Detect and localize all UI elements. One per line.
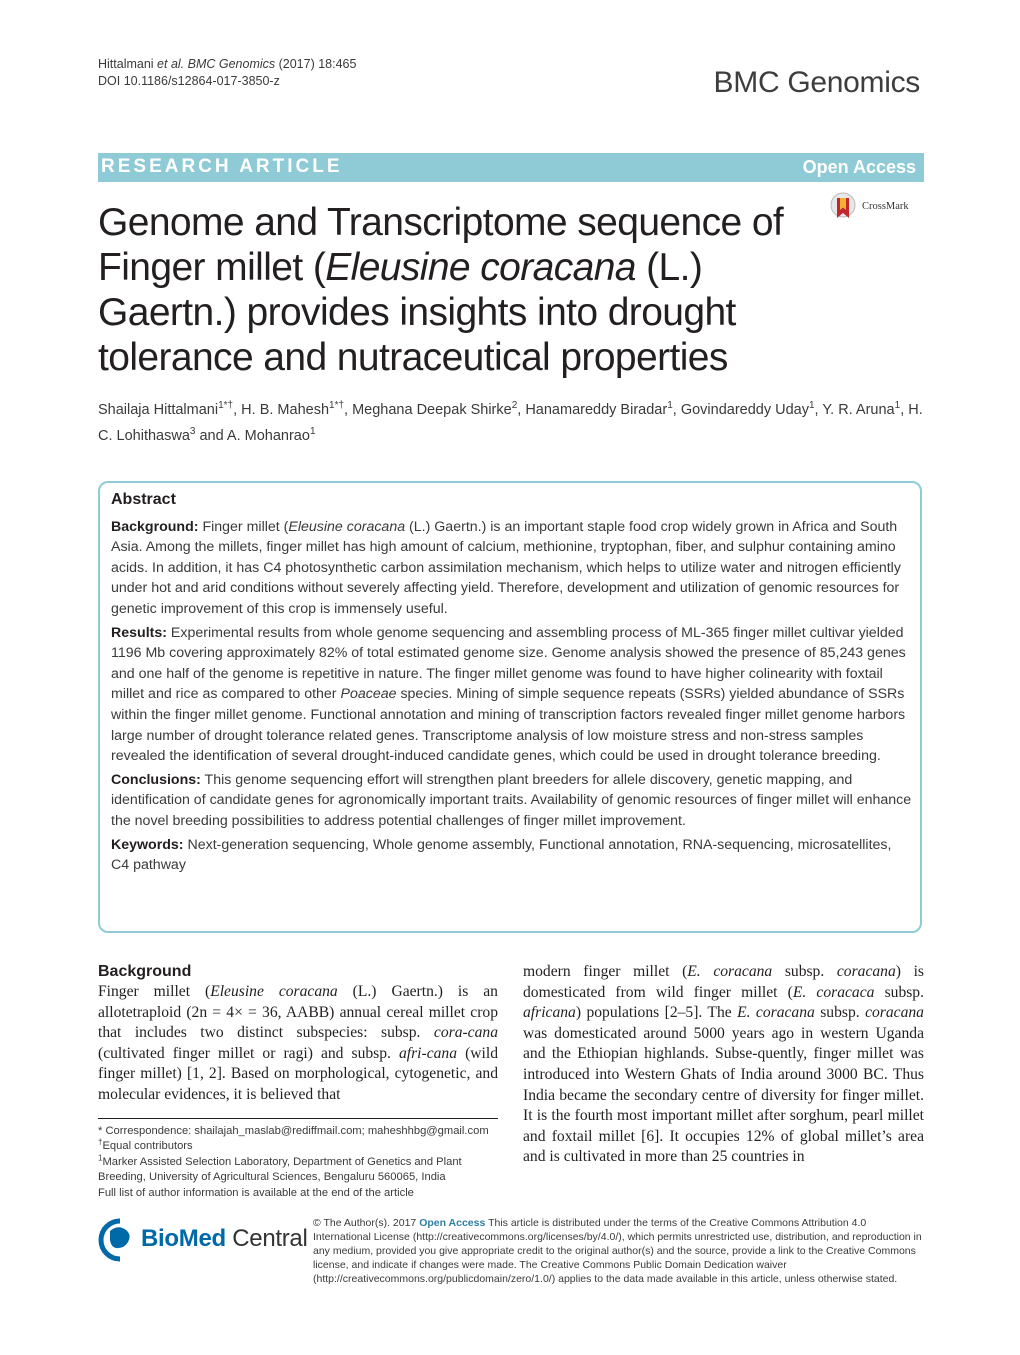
footnotes (98, 1124, 498, 1201)
body-column-left (98, 962, 498, 1106)
author-name: Y. R. Aruna (822, 402, 895, 418)
doi[interactable]: DOI 10.1186/s12864-017-3850-z (98, 74, 280, 88)
author-separator: , (900, 402, 909, 418)
citation-header (98, 56, 356, 90)
biomed-central-icon (98, 1218, 138, 1262)
abstract-box (98, 481, 922, 933)
journal-logo: BMC Genomics (713, 66, 920, 99)
author-list (98, 397, 928, 449)
author-name: H. C. Lohithaswa (98, 402, 923, 444)
paragraph: Finger millet (Eleusine coracana (L.) Gaertn.) is an allotetraploid (2n = 4× = 36, AABB) annual cereal millet crop that includes two distinct subspecies: subsp. cora-cana (cultivated finger millet or ragi) and subsp. afri-cana (wild finger millet) [1, 2]. Based on morphological, cytogenetic, and molecular evidences, it is believed that (98, 983, 498, 1103)
affiliation: $^1$Marker Assisted Selection Laboratory, Department of Genetics and Plant Breeding, University of Agricultural Sciences, Bengaluru 560065, India (98, 1153, 462, 1184)
author-separator: , (344, 402, 353, 418)
license-text: © The Author(s). 2017 Open Access This article is distributed under the terms of the Creative Commons Attribution 4.0 International License (http://creativecommons.org/licenses/by/4.0/), which permits unrestricted use, distribution, and reproduction in any medium, provided you give appropriate credit to the original author(s) and the source, provide a link to the Creative Commons license, and indicate if changes were made. The Creative Commons Public Domain Dedication waiver (http://creativecommons.org/publicdomain/zero/1.0/) applies to the data made available in this article, unless otherwise stated. (313, 1217, 922, 1285)
author-affiliation-marker: 1 (309, 426, 316, 438)
article-title: Genome and Transcriptome sequence of Finger millet (Eleusine coracana (L.) Gaertn.) provides insights into drought tolerance and nutraceutical properties (98, 201, 784, 379)
open-access-badge: Open Access (802, 157, 916, 177)
author-name: Hanamareddy Biradar (525, 402, 668, 418)
author-affiliation-marker: 3 (189, 426, 196, 438)
citation-line: Hittalmani et al. BMC Genomics (2017) 18:465 (98, 57, 357, 71)
author-name: Meghana Deepak Shirke (352, 402, 512, 418)
correspondence: * Correspondence: shailajah_maslab@rediffmail.com; maheshhbg@gmail.com (98, 1125, 489, 1137)
author-affiliation-marker: 1 (894, 400, 901, 412)
paragraph: modern finger millet (E. coracana subsp. coracana) is domesticated from wild finger millet (E. coracaca subsp. africana) populations [2–5]. The E. coracana subsp. coracana was domesticated around 5000 years ago in western Uganda and the Ethiopian highlands. Subse-quently, finger millet was introduced into Western Ghats of India around 3000 BC. Thus India became the secondary centre of diversity for finger millet. It is the fourth most important millet after sorghum, pearl millet and foxtail millet [6]. It occupies 12% of global millet’s area and is cultivated in more than 25 countries in (523, 963, 925, 1166)
author-name: Govindareddy Uday (680, 402, 809, 418)
author-separator: and (195, 428, 227, 444)
author-affiliation-marker: 1 (808, 400, 815, 412)
abstract-results: Results: Experimental results from whole genome sequencing and assembling process of ML-365 finger millet cultivar yielded 1196 Mb covering approximately 82% of total estimated genome size. Genome analysis showed the presence of 85,243 genes and one half of the genome is repetitive in nature. The finger millet genome was found to have higher colinearity with foxtail millet and rice as compared to other Poaceae species. Mining of simple sequence repeats (SSRs) yielded abundance of SSRs within the finger millet genome. Functional annotation and mining of transcription factors revealed finger millet genome harbors large number of drought tolerance related genes. Transcriptome analysis of low moisture stress and non-stress samples revealed the identification of several drought-induced candidate genes, which could be used in drought tolerance breeding. (111, 624, 906, 765)
author-separator: , (517, 402, 526, 418)
abstract-heading: Abstract (111, 491, 176, 508)
author-name: A. Mohanrao (226, 428, 310, 444)
crossmark-badge[interactable] (826, 192, 926, 224)
equal-contributors: †Equal contributors (98, 1137, 193, 1153)
abstract-background: Background: Finger millet (Eleusine coracana (L.) Gaertn.) is an important staple food crop widely grown in Africa and South Asia. Among the millets, finger millet has high amount of calcium, methionine, tryptophan, fiber, and sulphur containing amino acids. In addition, it has C4 photosynthetic carbon assimilation mechanism, which helps to utilize water and nitrogen efficiently under hot and arid conditions without severely affecting yield. Therefore, development and utilization of genomic resources for genetic improvement of this crop is immensely useful. (111, 518, 901, 617)
publisher-name: BioMed Central (141, 1225, 308, 1252)
biomed-central-logo (98, 1218, 308, 1262)
footnote-divider (98, 1118, 498, 1119)
section-heading-background: Background (98, 963, 192, 980)
author-name: H. B. Mahesh (241, 402, 330, 418)
article-banner (98, 153, 924, 182)
author-name: Shailaja Hittalmani (98, 402, 219, 418)
full-author-info: Full list of author information is available at the end of the article (98, 1186, 414, 1199)
author-affiliation-marker: 1 (667, 400, 673, 412)
crossmark-icon (830, 192, 856, 224)
author-affiliation-marker: 2 (511, 400, 518, 412)
author-separator: , (814, 402, 823, 418)
body-column-right (523, 962, 924, 1168)
author-separator: , (233, 402, 242, 418)
abstract-keywords: Keywords: Next-generation sequencing, Whole genome assembly, Functional annotation, RNA-sequencing, microsatellites, C4 pathway (111, 836, 892, 874)
article-type: RESEARCH ARTICLE (101, 156, 343, 177)
author-affiliation-marker: 1*† (329, 400, 345, 412)
author-separator: , (672, 402, 681, 418)
author-affiliation-marker: 1*† (218, 400, 234, 412)
crossmark-label: CrossMark (862, 201, 909, 212)
abstract-conclusions: Conclusions: This genome sequencing effort will strengthen plant breeders for allele discovery, genetic mapping, and identification of candidate genes for agronomically important traits. Availability of genomic resources of finger millet will enhance the novel breeding possibilities to address potential challenges of finger millet improvement. (111, 771, 912, 829)
